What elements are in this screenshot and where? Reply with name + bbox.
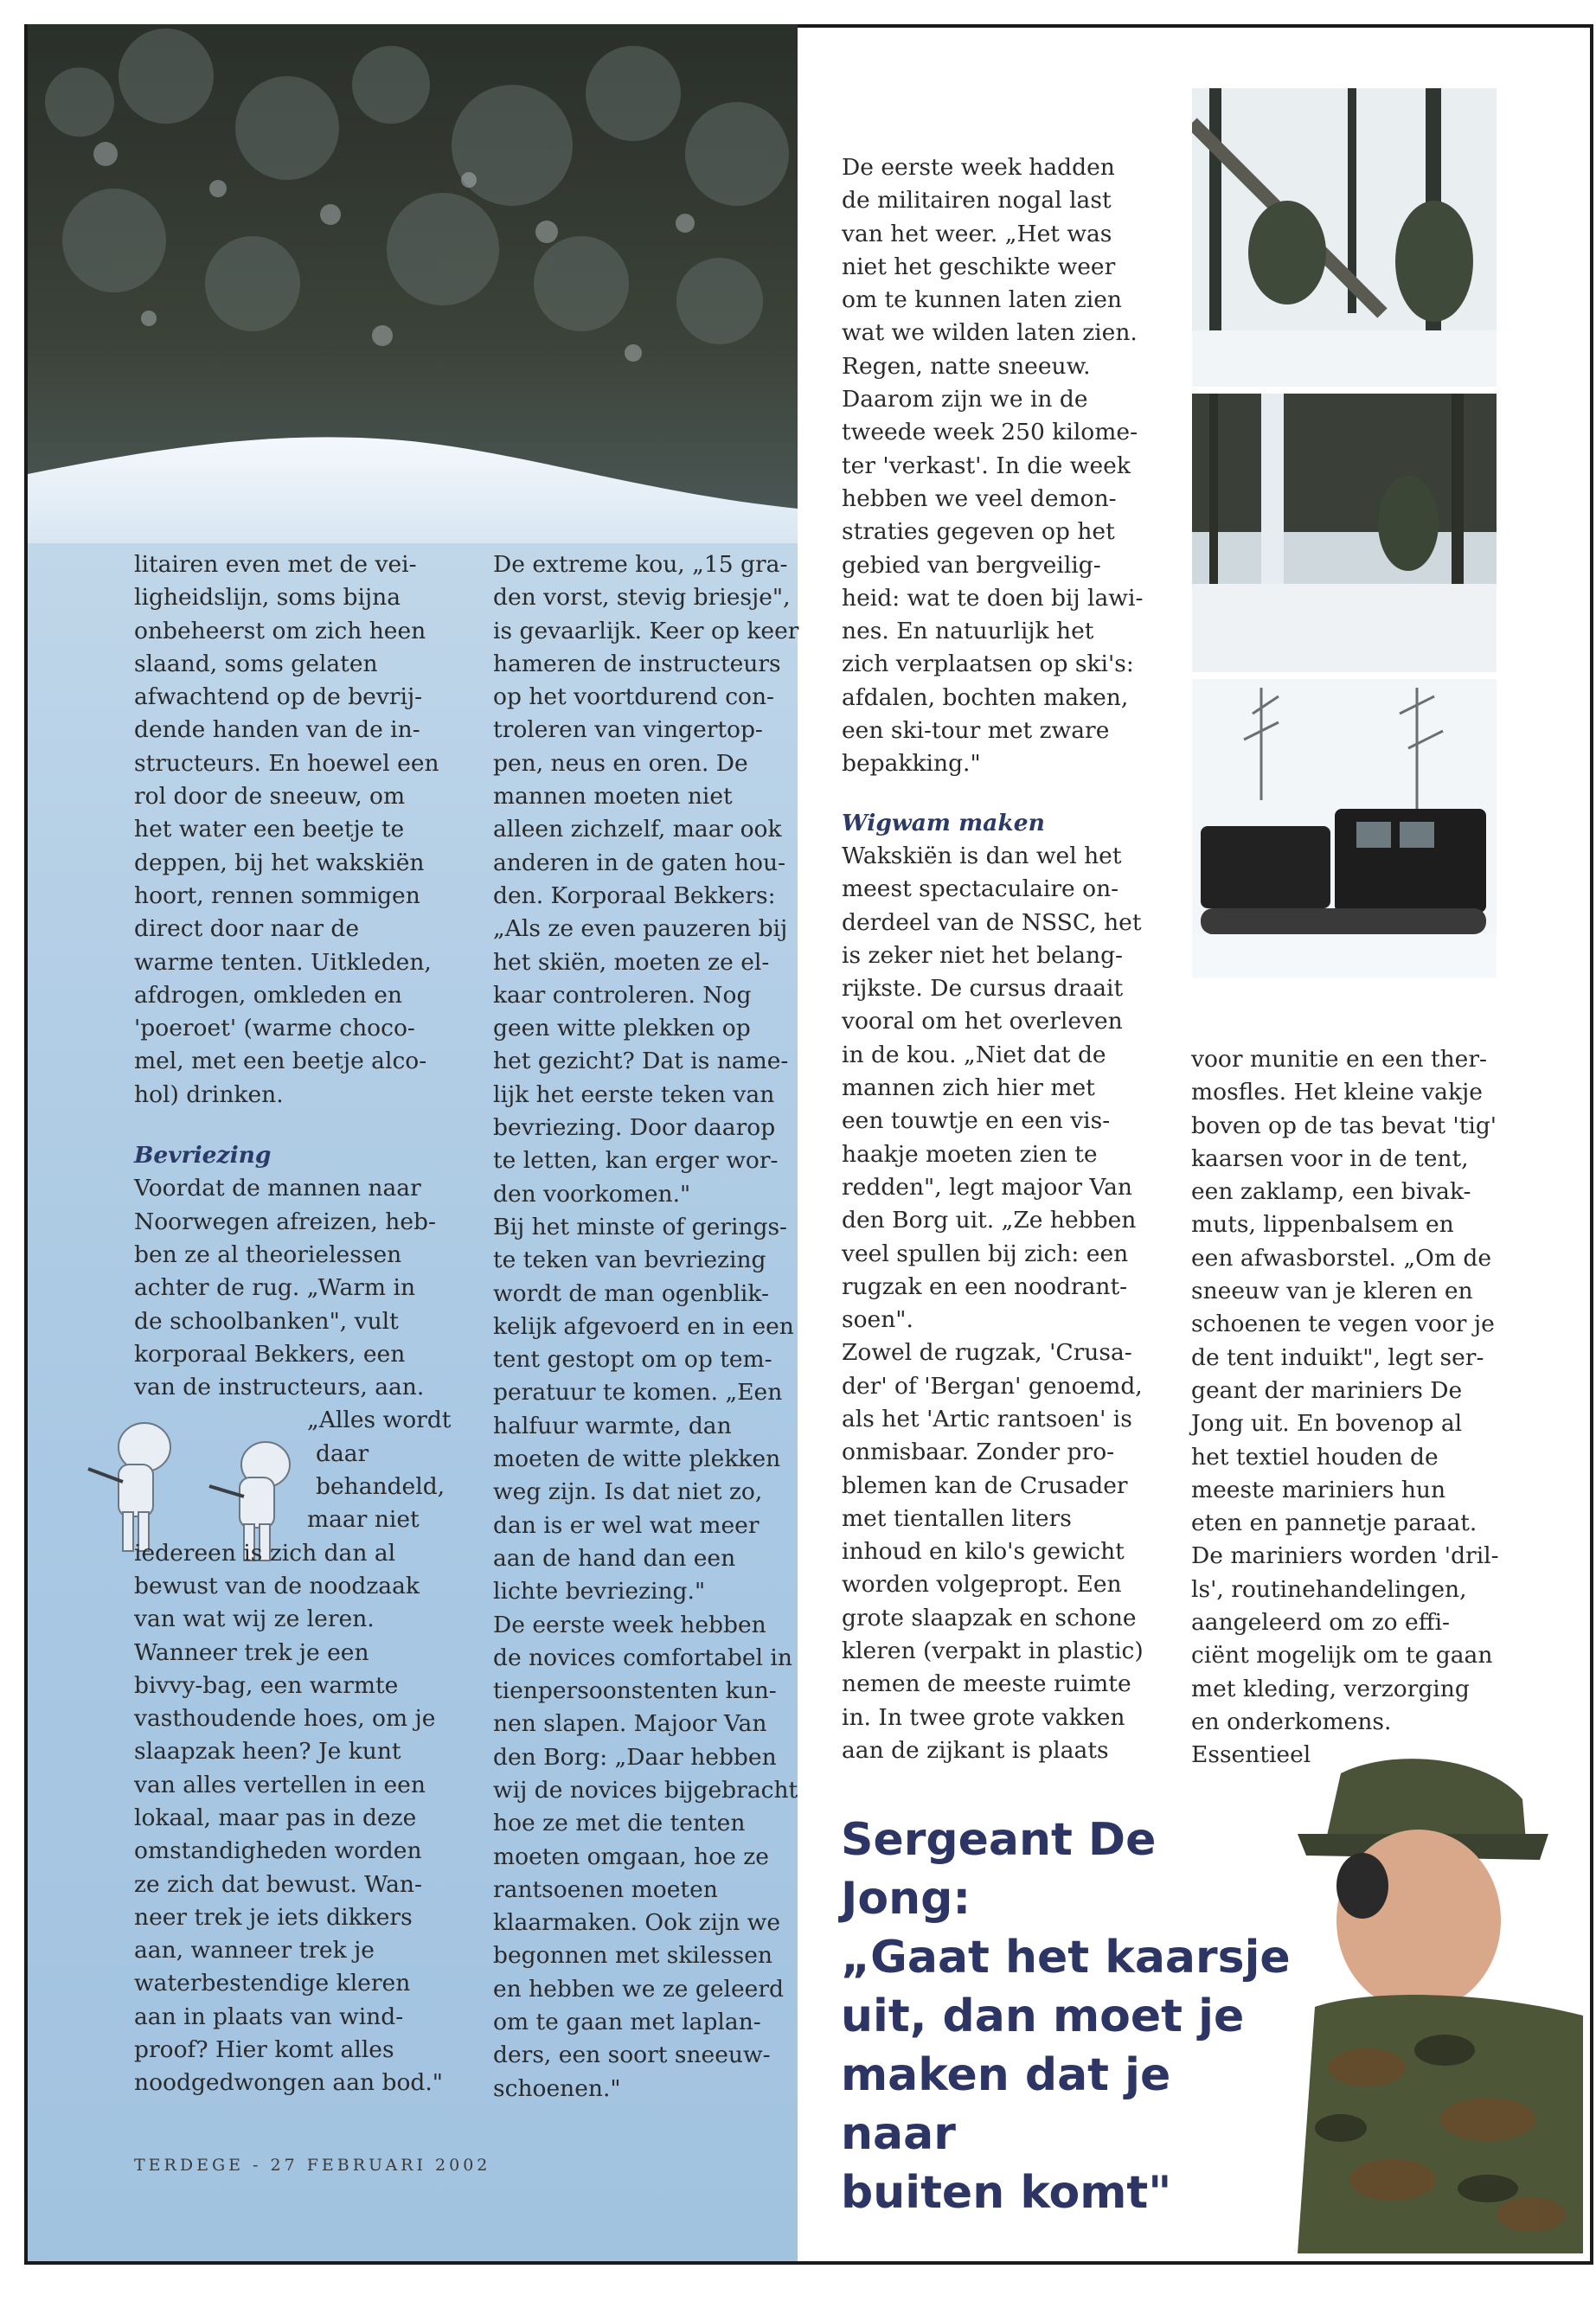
text-line: rantsoenen moeten [493, 1875, 718, 1903]
text-line: tweede week 250 kilome- [842, 419, 1138, 446]
text-line: haakje moeten zien te [842, 1140, 1098, 1168]
text-line: bevriezing. Door daarop [493, 1114, 776, 1142]
text-line: meest spectaculaire on- [842, 875, 1119, 903]
text-line: van de instructeurs, aan. [134, 1374, 425, 1401]
quote-line: „Gaat het kaarsje [841, 1932, 1291, 1984]
text-line: een touwtje en een vis- [842, 1107, 1111, 1135]
text-line: aan, wanneer trek je [134, 1937, 375, 1965]
text-line: mannen moeten niet [493, 783, 733, 811]
text-line: weg zijn. Is dat niet zo, [493, 1478, 763, 1506]
text-line: lichte bevriezing." [493, 1578, 706, 1606]
text-line: korporaal Bekkers, een [134, 1340, 406, 1368]
subheading-wigwam-maken: Wigwam maken [842, 809, 1045, 836]
text-line: het textiel houden de [1191, 1443, 1439, 1471]
text-line: rijkste. De cursus draait [842, 975, 1124, 1003]
text-line: tent gestopt om op tem- [493, 1346, 772, 1374]
text-line: aan in plaats van wind- [134, 2003, 404, 2030]
photo-tracked-vehicle [1192, 679, 1497, 978]
text-line: kleren (verpakt in plastic) [842, 1638, 1144, 1665]
text-line: onbeheerst om zich heen [134, 617, 426, 644]
col1-paragraph-2-wrap [134, 1404, 454, 1536]
text-line: geen witte plekken op [493, 1015, 751, 1042]
text-line: boven op de tas bevat 'tig' [1191, 1112, 1497, 1139]
text-line: aan de hand dan een [493, 1544, 736, 1572]
text-line: de militairen nogal last [842, 187, 1112, 215]
column-2 [493, 548, 800, 2106]
text-line: omstandigheden worden [134, 1837, 422, 1865]
text-line: kelijk afgevoerd en in een [493, 1312, 794, 1340]
frame-right-rule [1590, 24, 1593, 2265]
text-line: warme tenten. Uitkleden, [134, 948, 432, 976]
text-line: nemen de meeste ruimte [842, 1670, 1131, 1698]
forest-photo [28, 24, 798, 543]
text-line: lokaal, maar pas in deze [134, 1804, 417, 1831]
text-line: veel spullen bij zich: een [842, 1240, 1129, 1267]
text-line: neer trek je iets dikkers [134, 1903, 413, 1931]
text-line: proof? Hier komt alles [134, 2036, 394, 2064]
text-line: structeurs. En hoewel een [134, 749, 439, 777]
column-1 [134, 548, 454, 2100]
text-line: de schoolbanken", vult [134, 1307, 399, 1335]
text-line: zich verplaatsen op ski's: [842, 651, 1134, 678]
text-line: sneeuw van je kleren en [1191, 1278, 1473, 1305]
text-line: muts, lippenbalsem en [1191, 1211, 1454, 1239]
text-line: Wakskiën is dan wel het [842, 842, 1122, 869]
text-line: den. Korporaal Bekkers: [493, 881, 776, 909]
text-line: daar [316, 1439, 369, 1467]
text-line: het gezicht? Dat is name- [493, 1048, 789, 1075]
text-line: met kleding, verzorging [1191, 1675, 1470, 1702]
text-line: en hebben we ze geleerd [493, 1975, 784, 2003]
quote-line: maken dat je naar [841, 2049, 1171, 2160]
text-line: voor munitie en een ther- [1191, 1046, 1487, 1073]
text-line: worden volgepropt. Een [842, 1571, 1122, 1599]
col1-paragraph-1 [134, 548, 454, 1112]
text-line: mel, met een beetje alco- [134, 1048, 427, 1075]
text-line: peratuur te komen. „Een [493, 1379, 783, 1407]
text-line: maar niet [307, 1506, 420, 1534]
text-line: halfuur warmte, dan [493, 1412, 732, 1439]
text-line: De eerste week hadden [842, 154, 1115, 181]
text-line: schoenen te vegen voor je [1191, 1311, 1495, 1338]
pull-quote [841, 1811, 1291, 2222]
text-line: achter de rug. „Warm in [134, 1274, 416, 1302]
text-line: lijk het eerste teken van [493, 1080, 775, 1108]
frame-top-rule [798, 24, 1593, 28]
quote-line: buiten komt" [841, 2167, 1172, 2219]
text-line: vooral om het overleven [842, 1008, 1123, 1035]
text-line: behandeld, [316, 1473, 445, 1501]
text-line: hol) drinken. [134, 1080, 284, 1108]
text-line: troleren van vingertop- [493, 716, 763, 744]
text-line: heid: wat te doen bij lawi- [842, 584, 1144, 612]
text-line: te letten, kan erger wor- [493, 1147, 779, 1175]
text-line: Voordat de mannen naar [134, 1175, 421, 1202]
text-line: ben ze al theorielessen [134, 1240, 402, 1268]
text-line: om te gaan met laplan- [493, 2009, 761, 2036]
text-line: ciënt mogelijk om te gaan [1191, 1642, 1493, 1670]
text-line: den voorkomen." [493, 1180, 691, 1208]
text-line: Zowel de rugzak, 'Crusa- [842, 1339, 1132, 1367]
text-line: moeten omgaan, hoe ze [493, 1843, 769, 1870]
text-line: kaar controleren. Nog [493, 981, 752, 1009]
text-line: De eerste week hebben [493, 1611, 766, 1638]
text-line: moeten de witte plekken [493, 1445, 781, 1473]
text-line: van het weer. „Het was [842, 220, 1112, 247]
text-line: De extreme kou, „15 gra- [493, 551, 788, 578]
text-line: ligheidslijn, soms bijna [134, 584, 401, 612]
text-line: soen". [842, 1306, 913, 1334]
col1-paragraph-3 [134, 1537, 454, 2100]
column-3 [842, 151, 1153, 1767]
text-line: op het voortdurend con- [493, 683, 775, 711]
text-line: dan is er wel wat meer [493, 1511, 760, 1539]
text-line: deppen, bij het wakskiën [134, 849, 425, 876]
text-line: is zeker niet het belang- [842, 941, 1124, 969]
text-line: Essentieel [1191, 1741, 1311, 1769]
text-line: grote slaapzak en schone [842, 1604, 1137, 1631]
text-line: afwachtend op de bevrij- [134, 683, 423, 711]
text-line: de tent induikt", legt ser- [1191, 1343, 1484, 1371]
text-line: begonnen met skilessen [493, 1942, 772, 1970]
text-line: en onderkomens. [1191, 1708, 1392, 1735]
text-line: eten en pannetje paraat. [1191, 1509, 1477, 1537]
text-line: redden", legt majoor Van [842, 1173, 1132, 1201]
text-line: bivvy-bag, een warmte [134, 1671, 399, 1699]
quote-line: uit, dan moet je [841, 1990, 1245, 2042]
text-line: ze zich dat bewust. Wan- [134, 1870, 422, 1898]
text-line: rugzak en een noodrant- [842, 1272, 1128, 1300]
text-line: schoenen." [493, 2074, 621, 2102]
text-line: blemen kan de Crusader [842, 1471, 1128, 1499]
text-line: aan de zijkant is plaats [842, 1736, 1109, 1764]
text-line: ders, een soort sneeuw- [493, 2041, 771, 2069]
text-line: nes. En natuurlijk het [842, 618, 1094, 645]
text-line: alleen zichzelf, maar ook [493, 816, 782, 843]
text-line: wat we wilden laten zien. [842, 319, 1138, 347]
text-line: hebben we veel demon- [842, 484, 1117, 512]
frame-bottom-rule [28, 2261, 1593, 2265]
photo-soldier-cutting-branches [1192, 394, 1497, 672]
text-line: tienpersoonstenten kun- [493, 1677, 777, 1705]
text-line: wordt de man ogenblik- [493, 1279, 769, 1307]
text-line: den Borg uit. „Ze hebben [842, 1207, 1137, 1234]
text-line: slaand, soms gelaten [134, 650, 378, 677]
text-line: 'poeroet' (warme choco- [134, 1015, 415, 1042]
text-line: ter 'verkast'. In die week [842, 452, 1131, 479]
text-line: kaarsen voor in de tent, [1191, 1144, 1469, 1172]
text-line: is gevaarlijk. Keer op keer [493, 617, 799, 644]
text-line: het water een beetje te [134, 816, 405, 843]
text-line: Regen, natte sneeuw. [842, 352, 1091, 380]
text-line: een ski-tour met zware [842, 717, 1110, 745]
text-line: een afwasborstel. „Om de [1191, 1244, 1492, 1272]
text-line: aangeleerd om zo effi- [1191, 1609, 1450, 1637]
text-line: niet het geschikte weer [842, 253, 1116, 280]
text-line: Noorwegen afreizen, heb- [134, 1208, 436, 1235]
text-line: het skiën, moeten ze el- [493, 948, 770, 976]
text-line: Bij het minste of gerings- [493, 1213, 787, 1240]
text-line: de novices comfortabel in [493, 1644, 792, 1671]
text-line: mannen zich hier met [842, 1074, 1095, 1102]
text-line: derdeel van de NSSC, het [842, 908, 1142, 936]
text-line: mosfles. Het kleine vakje [1191, 1079, 1483, 1106]
text-line: klaarmaken. Ook zijn we [493, 1909, 781, 1937]
text-line: hoe ze met die tenten [493, 1810, 746, 1837]
text-line: inhoud en kilo's gewicht [842, 1538, 1125, 1566]
text-line: den Borg: „Daar hebben [493, 1743, 777, 1771]
photo-forest-soldiers [1192, 88, 1497, 387]
text-line: „Alles wordt [307, 1407, 452, 1434]
text-line: bewust van de noodzaak [134, 1572, 420, 1599]
text-line: om te kunnen laten zien [842, 286, 1122, 314]
text-line: te teken van bevriezing [493, 1247, 766, 1274]
text-line: direct door naar de [134, 915, 360, 943]
text-line: Daarom zijn we in de [842, 386, 1088, 413]
col1-paragraph-2 [134, 1172, 454, 1404]
text-line: litairen even met de vei- [134, 551, 417, 578]
text-line: der' of 'Bergan' genoemd, [842, 1372, 1143, 1400]
column-4 [1191, 1043, 1520, 1772]
quote-line: Sergeant De Jong: [841, 1814, 1157, 1925]
text-line: in. In twee grote vakken [842, 1703, 1125, 1731]
text-line: nen slapen. Majoor Van [493, 1710, 767, 1738]
text-line: Wanneer trek je een [134, 1638, 369, 1666]
text-line: gebied van bergveilig- [842, 551, 1101, 579]
page-footer: TERDEGE - 27 FEBRUARI 2002 [134, 2156, 491, 2175]
text-line: Jong uit. En bovenop al [1191, 1410, 1463, 1438]
text-line: van alles vertellen in een [134, 1771, 426, 1798]
text-line: rol door de sneeuw, om [134, 783, 406, 811]
text-line: waterbestendige kleren [134, 1970, 411, 1997]
photo-sergeant-de-jong [1289, 1756, 1583, 2253]
text-line: als het 'Artic rantsoen' is [842, 1405, 1132, 1433]
text-line: anderen in de gaten hou- [493, 849, 786, 876]
text-line: in de kou. „Niet dat de [842, 1041, 1106, 1068]
text-line: hoort, rennen sommigen [134, 881, 420, 909]
text-line: onmisbaar. Zonder pro- [842, 1439, 1115, 1466]
frame-left-rule [24, 24, 28, 2265]
text-line: bepakking." [842, 750, 981, 778]
text-line: dende handen van de in- [134, 716, 420, 744]
text-line: hameren de instructeurs [493, 650, 781, 677]
text-line: meeste mariniers hun [1191, 1476, 1446, 1503]
text-line: met tientallen liters [842, 1504, 1072, 1532]
text-line: afdalen, bochten maken, [842, 683, 1129, 711]
text-line: noodgedwongen aan bod." [134, 2069, 443, 2097]
text-line: vasthoudende hoes, om je [134, 1705, 436, 1733]
text-line: pen, neus en oren. De [493, 749, 748, 777]
text-line: afdrogen, omkleden en [134, 981, 402, 1009]
subheading-bevriezing: Bevriezing [134, 1142, 272, 1170]
text-line: van wat wij ze leren. [134, 1606, 375, 1633]
text-line: ls', routinehandelingen, [1191, 1575, 1467, 1603]
text-line: geant der mariniers De [1191, 1376, 1463, 1404]
text-line: straties gegeven op het [842, 518, 1115, 546]
text-line: den vorst, stevig briesje", [493, 584, 791, 612]
text-line: De mariniers worden 'dril- [1191, 1542, 1499, 1570]
text-line: een zaklamp, een bivak- [1191, 1178, 1471, 1206]
text-line: „Als ze even pauzeren bij [493, 915, 788, 943]
text-line: slaapzak heen? Je kunt [134, 1738, 401, 1766]
text-line: iedereen is zich dan al [134, 1539, 396, 1567]
text-line: wij de novices bijgebracht [493, 1776, 798, 1804]
